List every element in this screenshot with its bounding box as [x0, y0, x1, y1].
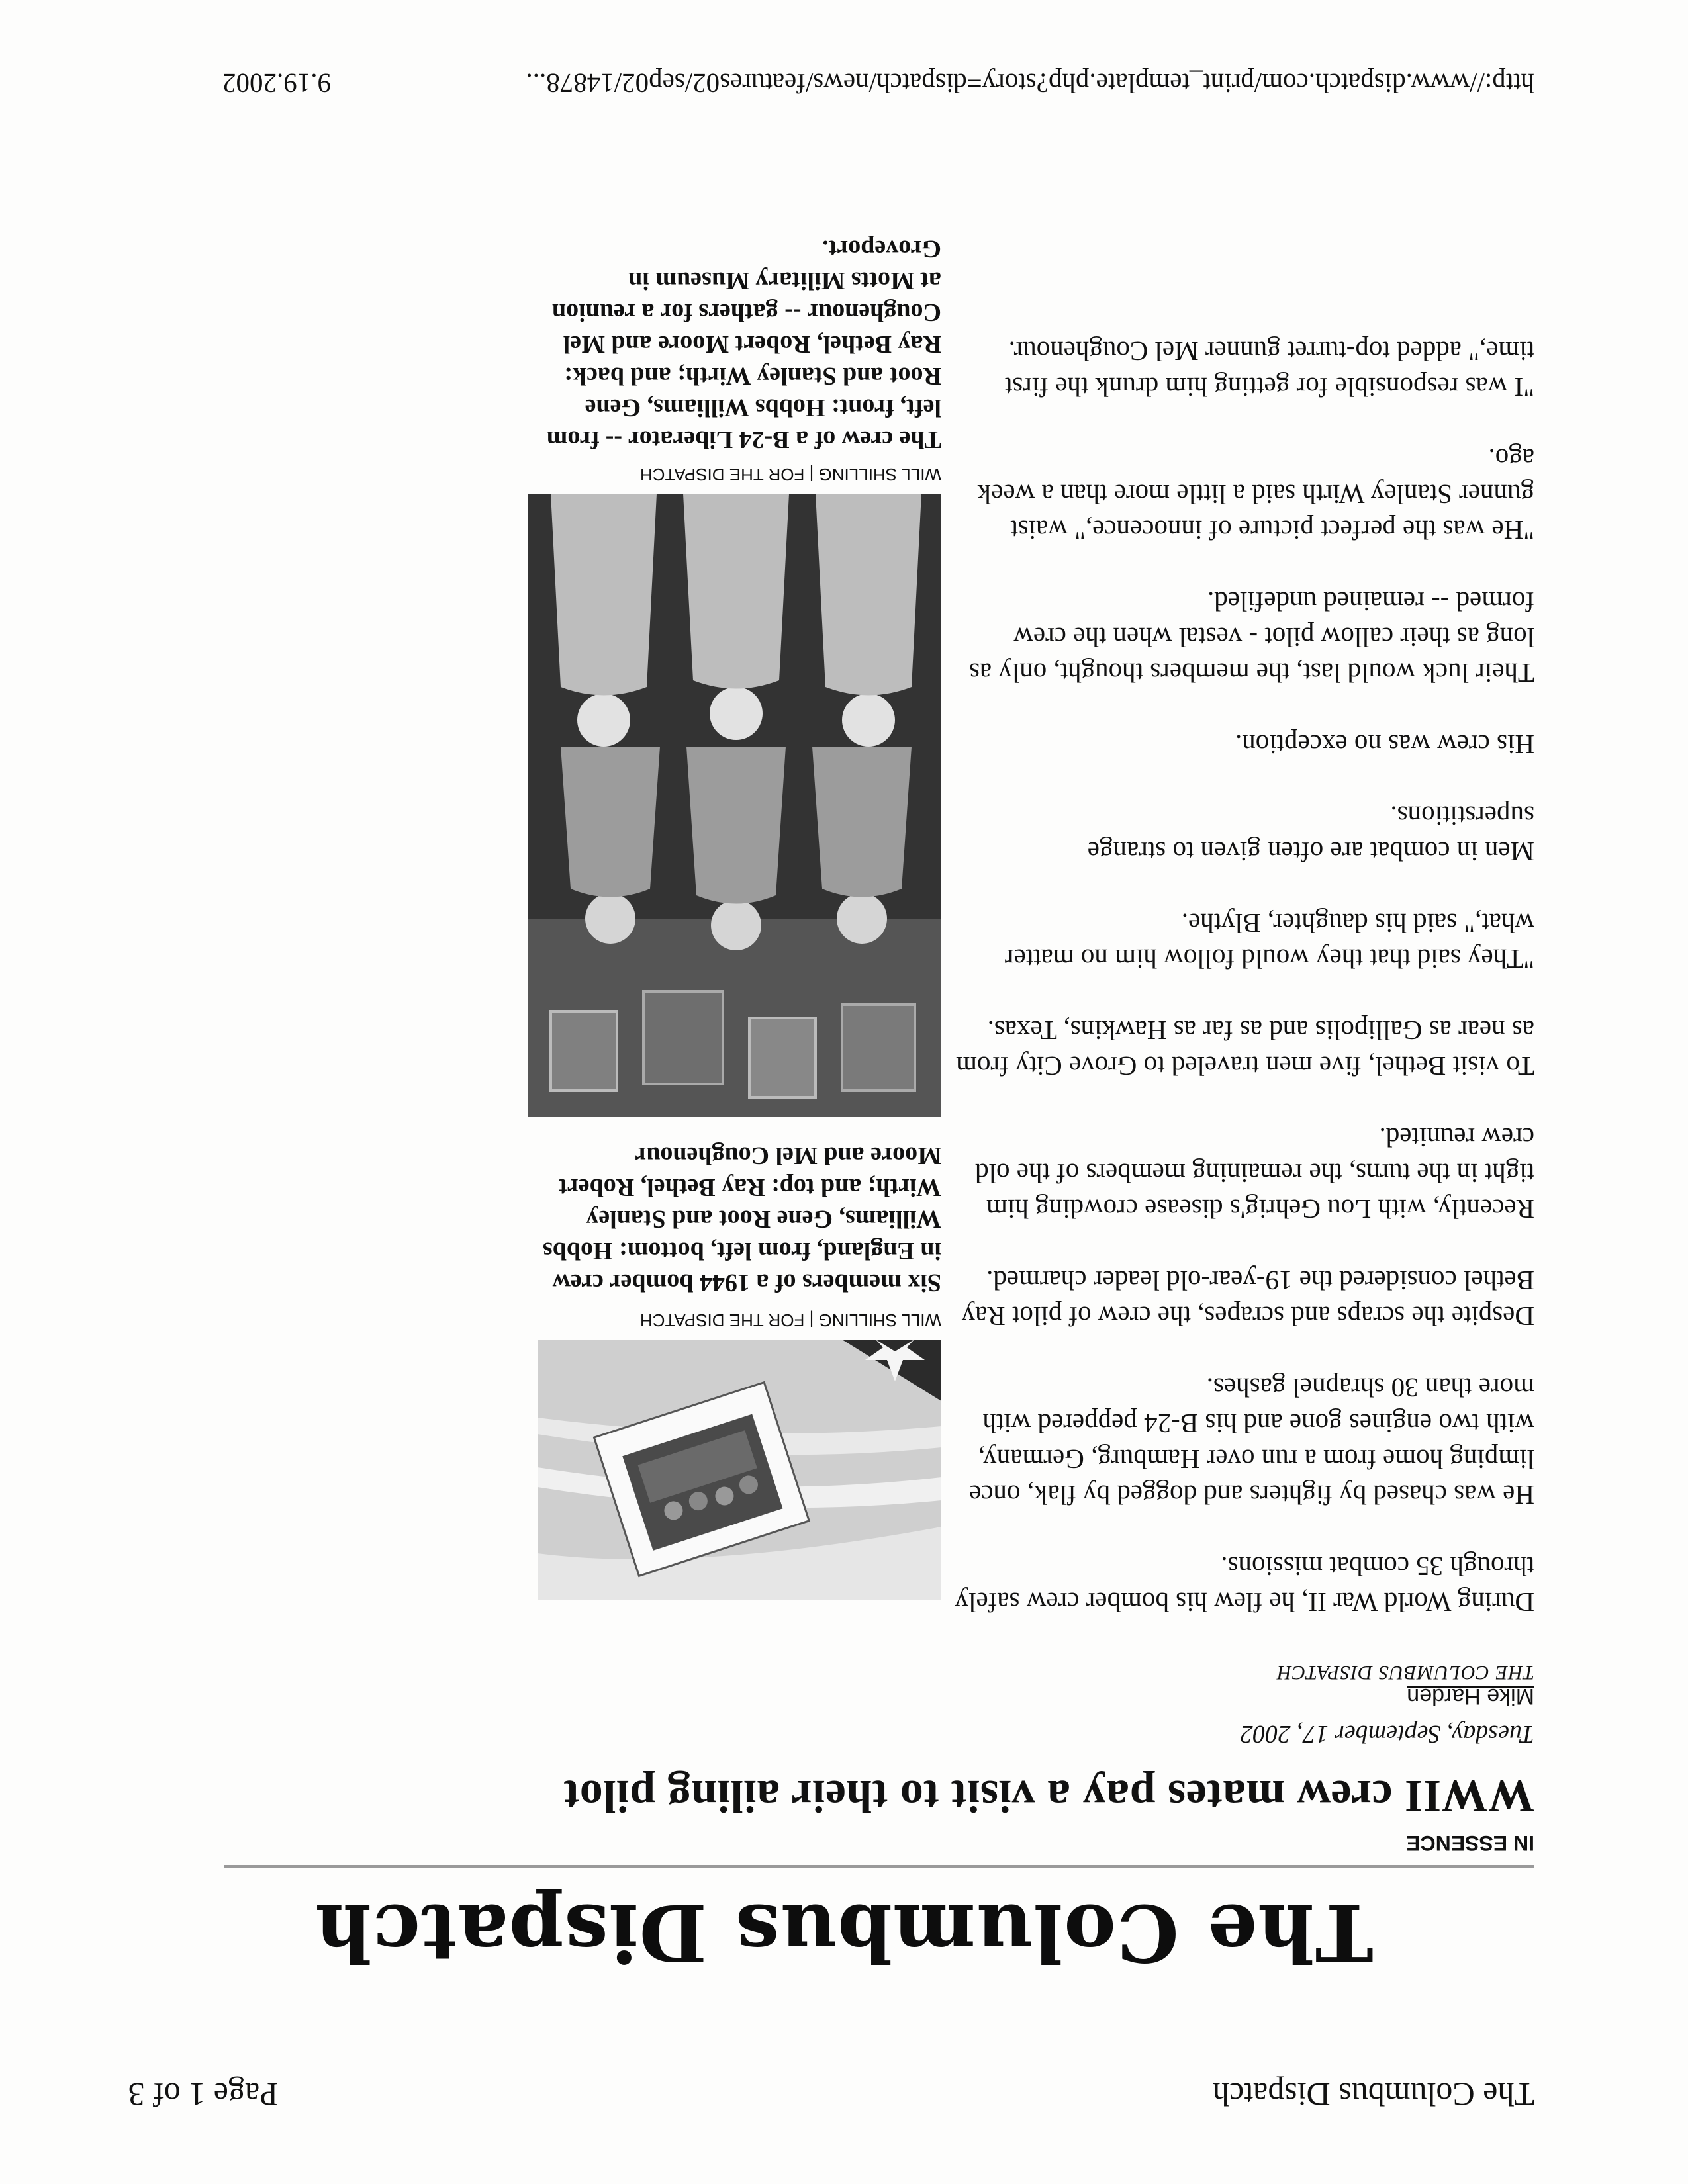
article-body	[952, 298, 1534, 1620]
article-paragraph: Men in combat are often given to strange superstitions.	[1087, 801, 1534, 867]
photo-caption: The crew of a B-24 Liberator -- from left, front: Hobbs Williams, Gene Root and Stanley Wirth; and back: Ray Bethel, Robert Moore and Mel Coughenour -- gathers for a reunion at Motts Military Museum in Groveport.	[546, 235, 941, 453]
author-byline[interactable]: Mike Harden	[1407, 1684, 1534, 1709]
print-header-page-number: Page 1 of 3	[128, 2076, 278, 2113]
photo-caption: Six members of a 1944 bomber crew in England, from left, bottom: Hobbs Williams, Gene Root and Stanley Wirth; and top: Ray Bethel, Robert Moore and Mel Coughenour	[542, 1142, 941, 1297]
masthead-divider	[224, 1865, 1534, 1868]
article-paragraph: "I was responsible for getting him drunk the first time," added top-turret gunner Mel Coughenour.	[1004, 336, 1534, 402]
print-header-title: The Columbus Dispatch	[1212, 2076, 1534, 2113]
article-paragraph: "He was the perfect picture of innocence," waist gunner Stanley Wirth said a little more than a week ago.	[977, 443, 1534, 545]
article-paragraph: Recently, with Lou Gehrig's disease crowding him tight in the turns, the remaining members of the old crew reunited.	[975, 1122, 1534, 1224]
photo-crew-reunion	[528, 494, 941, 1117]
article-paragraph: Despite the scraps and scrapes, the crew of pilot Ray Bethel considered the 19-year-old leader charmed.	[961, 1265, 1534, 1332]
article-paragraph: To visit Bethel, five men traveled to Grove City from as near as Gallipolis and as far as Hawkins, Texas.	[956, 1015, 1534, 1081]
author-organization: THE COLUMBUS DISPATCH	[1276, 1662, 1534, 1684]
photo-credit: WILL SHILLING | FOR THE DISPATCH	[639, 1310, 941, 1330]
photo-credit: WILL SHILLING | FOR THE DISPATCH	[639, 465, 941, 484]
article-paragraph: He was chased by fighters and dogged by flak, once limping home from a run over Hamburg, Germany, with two engines gone and his B-24 peppered with more than 30 shrapnel gashes.	[969, 1373, 1534, 1510]
print-footer-url[interactable]: http://www.dispatch.com/print_template.php?story=dispatch/news/features02/sep02/14878...	[526, 68, 1534, 99]
publication-date: Tuesday, September 17, 2002	[1240, 1720, 1534, 1748]
article-headline: WWII crew mates pay a visit to their ailing pilot	[563, 1770, 1534, 1821]
photo-flag-and-crew-picture	[538, 1340, 941, 1600]
article-paragraph: During World War II, he flew his bomber crew safely through 35 combat missions.	[955, 1551, 1534, 1617]
article-paragraph: Their luck would last, the members thought, only as long as their callow pilot - vestal when the crew formed -- remained undefiled.	[968, 586, 1534, 688]
newspaper-masthead: The Columbus Dispatch	[314, 1887, 1374, 1979]
section-label: IN ESSENCE	[1406, 1831, 1534, 1855]
article-paragraph: "They said that they would follow him no matter what," said his daughter, Blythe.	[1004, 908, 1534, 974]
article-paragraph: His crew was no exception.	[1235, 729, 1534, 760]
print-footer-date: 9.19.2002	[222, 68, 331, 99]
